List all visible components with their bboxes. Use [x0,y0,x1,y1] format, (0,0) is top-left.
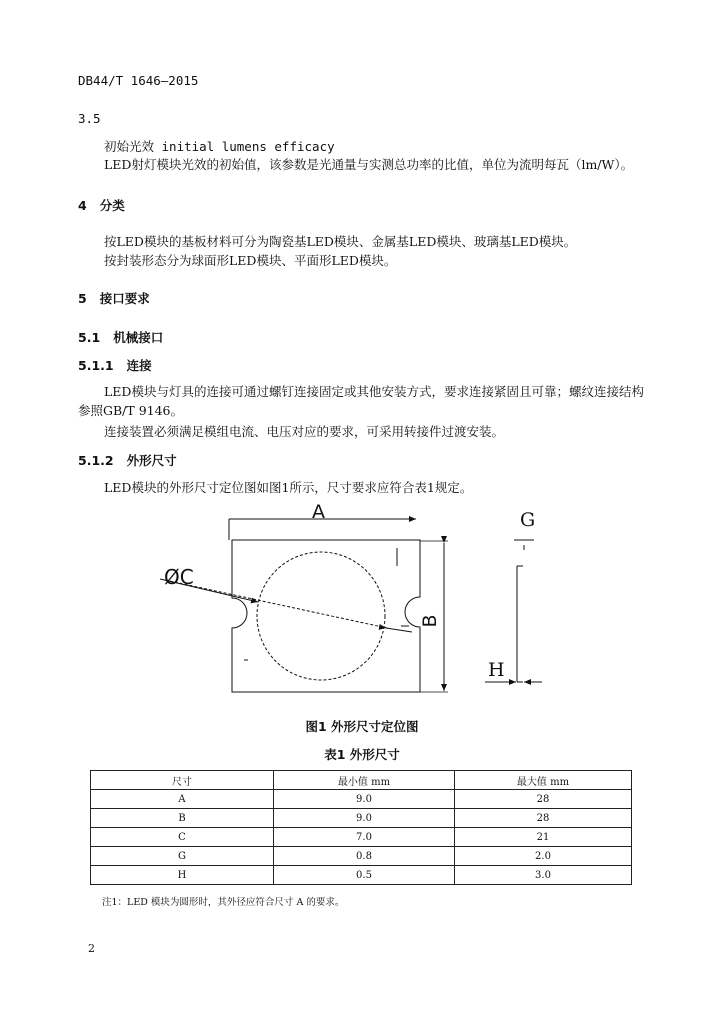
dimension-table [90,770,632,885]
led-circle [257,552,385,680]
section-number: 5 [78,291,87,306]
term-title: 初始光效 initial lumens efficacy [104,139,335,154]
term-definition: LED射灯模块光效的初始值，该参数是光通量与实测总功率的比值，单位为流明每瓦（lm/W）。 [104,157,634,172]
cell-dimension: A [91,790,274,809]
section-number: 5.1.2 [78,453,114,468]
label-a: A [312,501,325,523]
section-title: 外形尺寸 [126,453,177,468]
table-caption: 表1 外形尺寸 [324,747,400,762]
dimension-intro: LED模块的外形尺寸定位图如图1所示，尺寸要求应符合表1规定。 [104,480,473,495]
cell-max: 28 [455,809,632,828]
table-note: 注1：LED 模块为圆形时，其外径应符合尺寸 A 的要求。 [102,897,345,908]
cell-min: 9.0 [274,809,455,828]
label-h: H [488,659,505,681]
header-min: 最小值 mm [274,771,455,790]
section-title: 机械接口 [113,330,164,345]
section-title: 接口要求 [99,291,150,306]
cell-max: 28 [455,790,632,809]
module-outline [232,540,420,692]
cell-min: 7.0 [274,828,455,847]
cell-max: 21 [455,828,632,847]
cell-dimension: C [91,828,274,847]
table-row [91,866,632,885]
cell-min: 0.5 [274,866,455,885]
diameter-c-line [165,580,387,628]
header-max: 最大值 mm [455,771,632,790]
header-dimension: 尺寸 [91,771,274,790]
page-number: 2 [88,942,95,955]
table-row [91,809,632,828]
figure-caption: 图1 外形尺寸定位图 [305,719,419,734]
table-row [91,790,632,809]
section-number: 5.1.1 [78,358,114,373]
section-number: 5.1 [78,330,101,345]
label-b: B [419,614,441,628]
cell-dimension: H [91,866,274,885]
cell-dimension: G [91,847,274,866]
label-g: G [520,509,536,531]
connection-line-2: 参照GB/T 9146。 [78,403,184,418]
cell-dimension: B [91,809,274,828]
clause-number-3-5: 3.5 [78,111,101,126]
cell-min: 0.8 [274,847,455,866]
section-4-line-1: 按LED模块的基板材料可分为陶瓷基LED模块、金属基LED模块、玻璃基LED模块。 [104,234,577,249]
label-c: ØC [164,565,194,589]
table-row [91,847,632,866]
cell-max: 3.0 [455,866,632,885]
section-number: 4 [78,198,87,213]
cell-min: 9.0 [274,790,455,809]
table-row [91,828,632,847]
document-number: DB44/T 1646—2015 [78,73,199,88]
cell-max: 2.0 [455,847,632,866]
section-title: 分类 [99,198,125,213]
connection-line-3: 连接装置必须满足模组电流、电压对应的要求，可采用转接件过渡安装。 [104,424,505,439]
section-title: 连接 [126,358,152,373]
section-4-line-2: 按封装形态分为球面形LED模块、平面形LED模块。 [104,253,397,268]
connection-line-1: LED模块与灯具的连接可通过螺钉连接固定或其他安装方式，要求连接紧固且可靠；螺纹连接结构 [104,384,644,399]
table-header-row [91,771,632,790]
